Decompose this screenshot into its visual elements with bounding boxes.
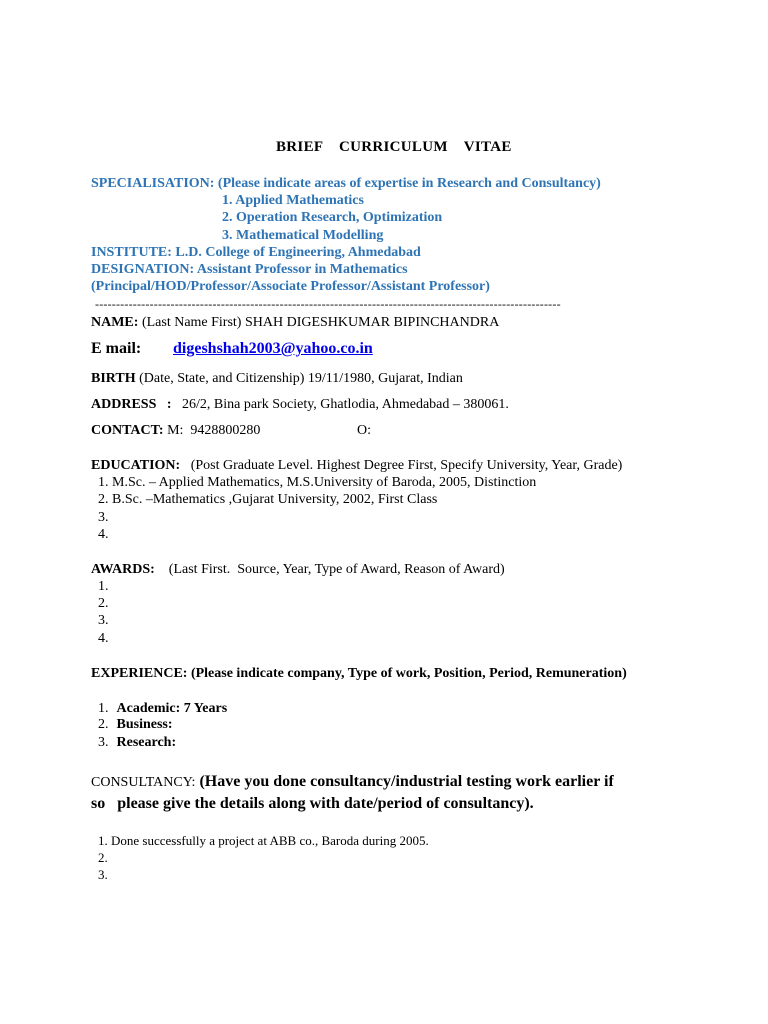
education-item: 2. B.Sc. –Mathematics ,Gujarat University, 2002, First Class (98, 492, 438, 507)
birth-row (91, 370, 463, 387)
email-label: E mail: (91, 340, 142, 357)
experience-item (98, 716, 173, 733)
name-label: NAME: (91, 315, 139, 330)
consultancy-note-continued: so please give the details along with date/period of consultancy). (91, 795, 534, 812)
experience-item-text: Business: (116, 717, 173, 732)
consultancy-item: 1. Done successfully a project at ABB co., Baroda during 2005. (98, 833, 429, 848)
name-row (91, 314, 499, 331)
contact-label: CONTACT: (91, 423, 164, 438)
education-item: 4. (98, 527, 109, 542)
education-row (91, 457, 622, 474)
awards-item: 2. (98, 596, 109, 611)
specialisation-item: 3. Mathematical Modelling (222, 228, 384, 243)
education-item: 1. M.Sc. – Applied Mathematics, M.S.University of Baroda, 2005, Distinction (98, 475, 537, 490)
contact-mobile: M: 9428800280 (163, 423, 261, 438)
awards-item: 1. (98, 579, 109, 594)
email-link[interactable]: digeshshah2003@yahoo.co.in (173, 340, 373, 357)
education-note: (Post Graduate Level. Highest Degree First, Specify University, Year, Grade) (180, 458, 623, 473)
consultancy-item: 3. (98, 867, 108, 882)
experience-item-text: Academic: 7 Years (116, 701, 228, 716)
address-label: ADDRESS : (91, 397, 172, 412)
education-label: EDUCATION: (91, 458, 181, 473)
address-row (91, 396, 509, 413)
separator-line: --------------------------------------------------------------------------------------------------------------- (95, 297, 561, 311)
awards-row (91, 561, 505, 578)
page-title: BRIEF CURRICULUM VITAE (276, 139, 512, 155)
contact-office: O: (357, 423, 371, 438)
experience-item (98, 700, 227, 717)
designation-options: (Principal/HOD/Professor/Associate Professor/Assistant Professor) (91, 279, 490, 294)
consultancy-item: 2. (98, 850, 108, 865)
experience-item (98, 734, 176, 751)
experience-item-number: 2. (98, 717, 109, 732)
contact-row (91, 422, 260, 439)
experience-label: EXPERIENCE: (Please indicate company, Type of work, Position, Period, Remuneration) (91, 666, 627, 681)
awards-label: AWARDS: (91, 562, 155, 577)
consultancy-note: (Have you done consultancy/industrial testing work earlier if (195, 773, 614, 790)
specialisation-item: 2. Operation Research, Optimization (222, 210, 443, 225)
consultancy-label: CONSULTANCY: (91, 775, 196, 790)
awards-item: 3. (98, 613, 109, 628)
institute-line: INSTITUTE: L.D. College of Engineering, Ahmedabad (91, 245, 421, 260)
experience-item-text: Research: (116, 735, 177, 750)
awards-note: (Last First. Source, Year, Type of Award, Reason of Award) (154, 562, 505, 577)
specialisation-label: SPECIALISATION: (Please indicate areas of expertise in Research and Consultancy) (91, 176, 601, 191)
address-value: 26/2, Bina park Society, Ghatlodia, Ahmedabad – 380061. (171, 397, 509, 412)
experience-item-number: 1. (98, 701, 109, 716)
designation-line: DESIGNATION: Assistant Professor in Mathematics (91, 262, 408, 277)
awards-item: 4. (98, 631, 109, 646)
consultancy-row (91, 772, 614, 793)
specialisation-item: 1. Applied Mathematics (222, 193, 364, 208)
education-item: 3. (98, 510, 109, 525)
name-value: (Last Name First) SHAH DIGESHKUMAR BIPINCHANDRA (138, 315, 500, 330)
birth-label: BIRTH (91, 371, 136, 386)
experience-item-number: 3. (98, 735, 109, 750)
birth-value: (Date, State, and Citizenship) 19/11/1980, Gujarat, Indian (135, 371, 463, 386)
